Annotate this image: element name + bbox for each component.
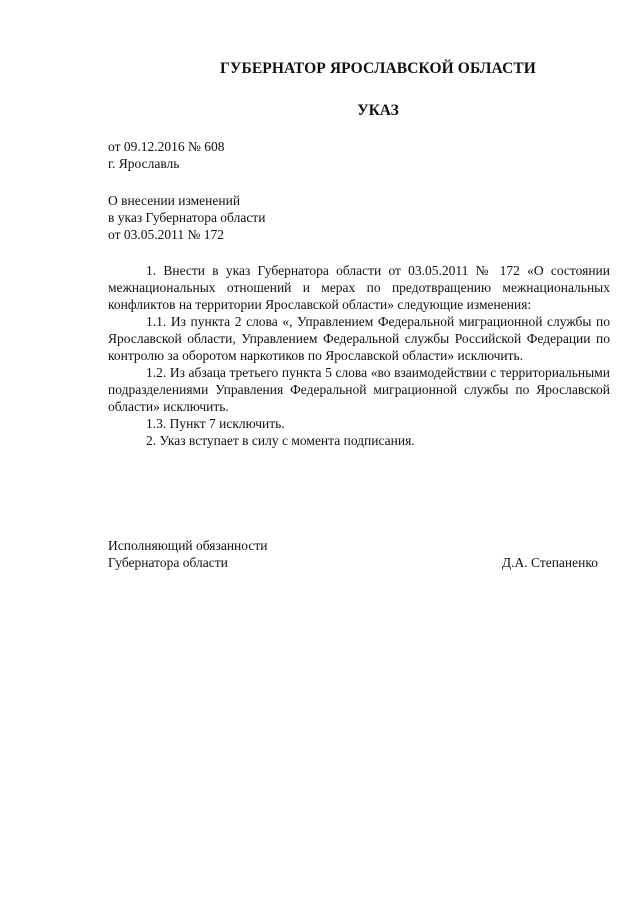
body-paragraph: 1. Внести в указ Губернатора области от 03.05.2011 № 172 «О состоянии межнациональных отношений и мерах по предотвращению межнациональных конфликтов на территории Ярославской области» следующие изменения: <box>108 263 610 312</box>
subject-line: в указ Губернатора области <box>108 210 266 225</box>
document-issuer-title: ГУБЕРНАТОР ЯРОСЛАВСКОЙ ОБЛАСТИ <box>220 60 536 77</box>
document-type-title: УКАЗ <box>357 102 399 119</box>
document-date-number: от 09.12.2016 № 608 <box>108 139 225 154</box>
document-body <box>108 262 610 449</box>
signature-row <box>108 554 598 571</box>
body-paragraph: 1.2. Из абзаца третьего пункта 5 слова «во взаимодействии с территориальными подразделениями Управления Федеральной миграционной службы по Ярославской области» исключить. <box>108 365 610 414</box>
document-city: г. Ярославль <box>108 156 180 171</box>
signature-position-line2: Губернатора области <box>108 555 228 570</box>
subject-line: О внесении изменений <box>108 193 241 208</box>
body-paragraph: 2. Указ вступает в силу с момента подписания. <box>146 433 415 448</box>
signatory-name: Д.А. Степаненко <box>501 555 598 570</box>
body-paragraph: 1.3. Пункт 7 исключить. <box>146 416 285 431</box>
document-subject <box>108 192 265 243</box>
signature-block <box>108 537 598 571</box>
signature-position-line1: Исполняющий обязанности <box>108 538 268 553</box>
subject-line: от 03.05.2011 № 172 <box>108 227 224 242</box>
body-paragraph: 1.1. Из пункта 2 слова «, Управлением Федеральной миграционной службы по Ярославской области, Управлением Федеральной службы Российской Федерации по контролю за оборотом наркотиков по Ярославской области» исключить. <box>108 314 610 363</box>
